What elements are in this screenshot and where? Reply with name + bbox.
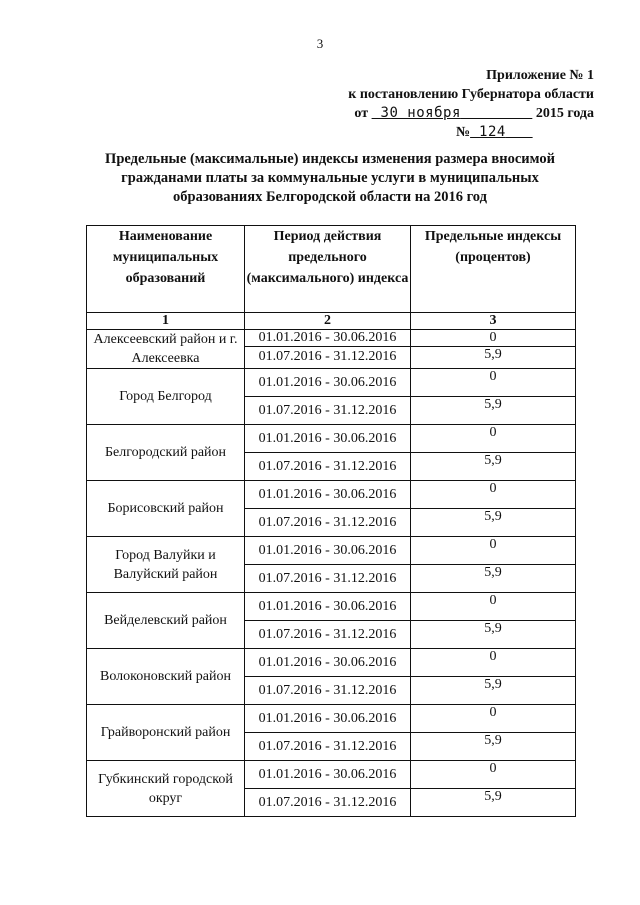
index-second-half: 5,9 (411, 346, 576, 368)
municipality-name: Город Валуйки и Валуйский район (87, 537, 245, 593)
table-body (87, 330, 576, 817)
period-second-half: 01.07.2016 - 31.12.2016 (245, 346, 411, 368)
municipality-name: Алексеевский район и г. Алексеевка (87, 330, 245, 369)
period-first-half: 01.01.2016 - 30.06.2016 (245, 593, 411, 621)
header-municipality: Наименование муниципальных образований (87, 226, 245, 313)
period-second-half: 01.07.2016 - 31.12.2016 (245, 733, 411, 761)
table-row (87, 593, 576, 621)
appendix-number (334, 123, 594, 142)
appendix-block (334, 66, 594, 142)
date-prefix: от (354, 106, 369, 121)
period-first-half: 01.01.2016 - 30.06.2016 (245, 649, 411, 677)
period-second-half: 01.07.2016 - 31.12.2016 (245, 677, 411, 705)
index-second-half: 5,9 (411, 733, 576, 761)
index-second-half: 5,9 (411, 789, 576, 817)
header-index: Предельные индексы (процентов) (411, 226, 576, 313)
municipality-name: Волоконовский район (87, 649, 245, 705)
column-number-3: 3 (411, 313, 576, 330)
period-first-half: 01.01.2016 - 30.06.2016 (245, 705, 411, 733)
period-second-half: 01.07.2016 - 31.12.2016 (245, 397, 411, 425)
index-first-half: 0 (411, 481, 576, 509)
header-period: Период действия предельного (максимального) индекса (245, 226, 411, 313)
index-first-half: 0 (411, 649, 576, 677)
period-second-half: 01.07.2016 - 31.12.2016 (245, 789, 411, 817)
index-first-half: 0 (411, 425, 576, 453)
municipality-name: Грайворонский район (87, 705, 245, 761)
period-second-half: 01.07.2016 - 31.12.2016 (245, 509, 411, 537)
index-second-half: 5,9 (411, 621, 576, 649)
appendix-date (334, 104, 594, 123)
table-row (87, 537, 576, 565)
index-first-half: 0 (411, 761, 576, 789)
index-first-half: 0 (411, 537, 576, 565)
index-second-half: 5,9 (411, 565, 576, 593)
period-second-half: 01.07.2016 - 31.12.2016 (245, 621, 411, 649)
number-handwritten: 124 (479, 124, 506, 140)
index-second-half: 5,9 (411, 453, 576, 481)
index-second-half: 5,9 (411, 677, 576, 705)
table-row (87, 649, 576, 677)
period-second-half: 01.07.2016 - 31.12.2016 (245, 565, 411, 593)
period-first-half: 01.01.2016 - 30.06.2016 (245, 481, 411, 509)
period-first-half: 01.01.2016 - 30.06.2016 (245, 330, 411, 347)
date-suffix: 2015 года (535, 106, 594, 121)
number-prefix: № (456, 125, 471, 140)
table-row (87, 481, 576, 509)
municipality-name: Город Белгород (87, 369, 245, 425)
municipality-name: Вейделевский район (87, 593, 245, 649)
period-second-half: 01.07.2016 - 31.12.2016 (245, 453, 411, 481)
municipality-name: Губкинский городской округ (87, 761, 245, 817)
column-number-2: 2 (245, 313, 411, 330)
table-row (87, 425, 576, 453)
index-second-half: 5,9 (411, 397, 576, 425)
appendix-decree: к постановлению Губернатора области (348, 87, 594, 102)
table-row (87, 761, 576, 789)
index-first-half: 0 (411, 330, 576, 347)
index-second-half: 5,9 (411, 509, 576, 537)
index-first-half: 0 (411, 705, 576, 733)
date-handwritten: 30 ноября (380, 105, 461, 121)
period-first-half: 01.01.2016 - 30.06.2016 (245, 425, 411, 453)
indices-table (86, 225, 576, 817)
table-row (87, 369, 576, 397)
municipality-name: Белгородский район (87, 425, 245, 481)
appendix-title: Приложение № 1 (486, 68, 594, 83)
document-title: Предельные (максимальные) индексы изменения размера вносимой гражданами платы за коммунальные услуги в муниципальных образованиях Белгородской области на 2016 год (105, 151, 555, 205)
table-row (87, 705, 576, 733)
municipality-name: Борисовский район (87, 481, 245, 537)
index-first-half: 0 (411, 593, 576, 621)
page-number: 3 (316, 36, 324, 51)
period-first-half: 01.01.2016 - 30.06.2016 (245, 537, 411, 565)
period-first-half: 01.01.2016 - 30.06.2016 (245, 761, 411, 789)
column-number-1: 1 (87, 313, 245, 330)
table-row (87, 330, 576, 347)
index-first-half: 0 (411, 369, 576, 397)
period-first-half: 01.01.2016 - 30.06.2016 (245, 369, 411, 397)
